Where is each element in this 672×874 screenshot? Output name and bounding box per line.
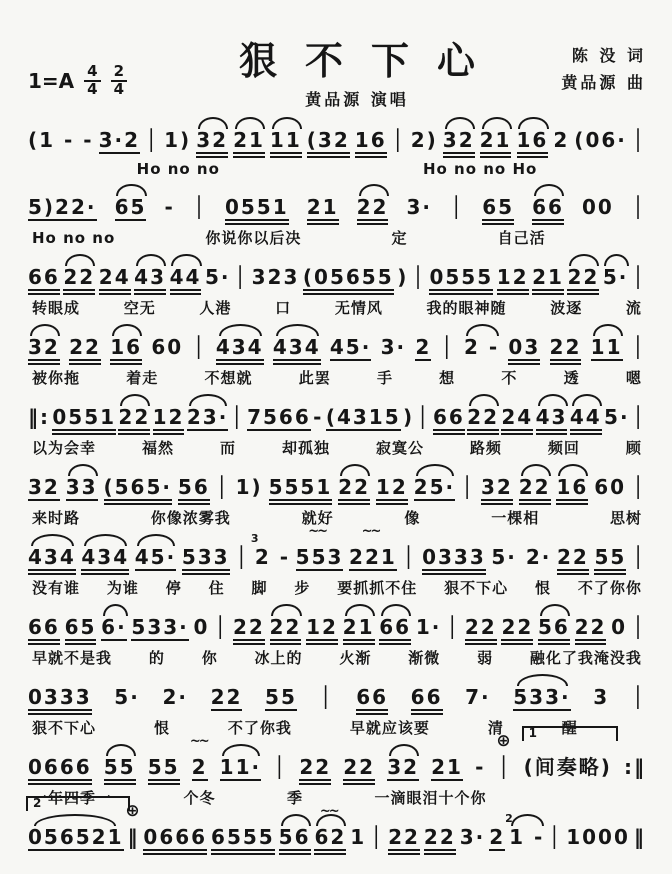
note-group: 22 <box>575 616 607 645</box>
lyric-word: 个冬 <box>183 789 216 807</box>
note-group: 0 <box>611 615 628 639</box>
lyric-word: 冰上的 <box>254 649 303 667</box>
note-group: 22 <box>467 406 499 435</box>
note-group: 16 <box>556 476 588 505</box>
note-group: 533· <box>131 615 189 639</box>
barline: ⊕ ‖ <box>127 826 139 849</box>
note-group: 12 <box>376 476 408 505</box>
lyric-word: 转眼成 <box>32 299 81 317</box>
note-group: 21 <box>233 129 265 158</box>
note-group: 45· <box>329 335 372 359</box>
note-group: 5· <box>114 685 140 709</box>
meter-2-denominator: 4 <box>113 79 125 98</box>
note-group: 434 <box>81 546 129 575</box>
barline: │ <box>370 825 385 849</box>
note-group: 3· <box>459 825 486 849</box>
title-block <box>198 30 516 110</box>
key-text: 1=A <box>28 68 75 93</box>
barline: │ <box>440 335 455 359</box>
lyric-word: 住 <box>208 579 225 597</box>
note-group: - <box>475 755 486 779</box>
note-group: 16 <box>355 129 387 158</box>
note-group: 056521 2 <box>28 826 124 851</box>
key-signature <box>28 64 198 98</box>
note-group: 5· <box>604 405 630 429</box>
grace-note: 3 <box>250 532 261 545</box>
lyric-word: 不了你你 <box>577 579 642 597</box>
lyric-word: 流 <box>625 299 642 317</box>
lyric-word: 早就不是我 <box>32 649 113 667</box>
notation-line <box>28 321 646 365</box>
lyric-word: 无情风 <box>334 299 383 317</box>
note-group: 1) <box>164 128 192 152</box>
barline: │ <box>631 335 646 359</box>
barline: │ <box>234 265 249 289</box>
lyric-word: 你说你以后决 <box>205 229 302 247</box>
meter-1-denominator: 4 <box>87 79 98 98</box>
note-group: 66 <box>411 686 443 715</box>
note-group: 434 <box>273 336 321 365</box>
note-group: 43 <box>536 406 568 435</box>
note-group: 22 <box>550 336 582 365</box>
note-group: 22 <box>357 196 389 225</box>
lyric-word: 思树 <box>609 509 642 527</box>
lyrics-line <box>28 367 646 388</box>
lyric-word: 而 <box>219 439 236 457</box>
note-group: 22 <box>519 476 551 505</box>
lyric-word: 被你拖 <box>32 369 81 387</box>
barline: ⊕ │ <box>497 756 511 779</box>
note-group: 24 <box>99 266 131 295</box>
note-group: 221 ~~ <box>349 546 397 571</box>
note-group: 65 <box>482 196 514 225</box>
lyric-word: 频回 <box>547 439 580 457</box>
note-group: 12 <box>306 616 338 645</box>
lyric-word <box>636 160 642 178</box>
note-group: 44 <box>170 266 202 295</box>
note-group: 66 <box>433 406 465 435</box>
notation-line <box>28 811 646 855</box>
note-group: 33 <box>65 475 98 499</box>
note-group: (1 - - <box>28 128 94 152</box>
note-group: 2 ~~ <box>192 756 208 781</box>
lyric-word: 脚 <box>251 579 268 597</box>
barline: │ <box>235 545 250 569</box>
music-system <box>28 181 646 248</box>
note-group: 0666 <box>28 756 92 785</box>
note-group: 22 <box>233 616 265 645</box>
note-group: 03 <box>508 336 540 365</box>
lyric-word: 路频 <box>469 439 502 457</box>
note-group: 1 - 2 <box>505 812 545 849</box>
lyric-word: Ho no no <box>32 229 116 247</box>
note-group: 3·2 <box>98 128 141 152</box>
note-group: 2· <box>162 685 188 709</box>
note-group: 32 <box>28 475 60 499</box>
lyric-word: 一年四季一 <box>32 789 113 807</box>
note-group: 2 <box>415 335 432 359</box>
lyric-word: 火渐 <box>339 649 372 667</box>
barline: │ <box>631 545 646 569</box>
lyric-word: 空无 <box>123 299 156 317</box>
note-group: 22 <box>69 336 101 365</box>
lyric-word: 没有谁 <box>32 579 81 597</box>
barline: │ <box>215 475 230 499</box>
lyric-word: 手 <box>376 369 393 387</box>
note-group: 56 <box>279 826 311 855</box>
note-group: 32 <box>443 129 475 158</box>
note-group: (32 <box>307 129 350 158</box>
note-group: 24 <box>501 406 533 435</box>
lyrics-line <box>28 577 646 598</box>
lyric-word: 你 <box>201 649 218 667</box>
credits <box>516 42 646 96</box>
note-group: 22 <box>557 546 589 575</box>
notation-line <box>28 531 646 575</box>
note-group: 66 <box>28 266 60 295</box>
notation-line <box>28 741 646 785</box>
lyric-word: 自己活 <box>497 229 546 247</box>
note-group: 0 <box>193 615 210 639</box>
note-group: 3· <box>380 335 407 359</box>
note-group: 22 <box>424 826 456 855</box>
note-group: 65 <box>65 616 97 645</box>
note-group: - <box>313 405 324 429</box>
note-group: 32 <box>481 476 513 505</box>
lyrics-line <box>28 297 646 318</box>
note-group: 6555 <box>211 826 275 855</box>
note-group: 56 <box>538 616 570 645</box>
lyric-word: 弱 <box>477 649 494 667</box>
lyric-word: 狠不下心 <box>444 579 509 597</box>
lyrics-line <box>28 437 646 458</box>
barline: │ <box>416 405 431 429</box>
note-group: 25· <box>413 475 456 499</box>
note-group: 7· <box>465 685 491 709</box>
barline: │ <box>631 405 646 429</box>
time-signature-2 <box>111 64 127 98</box>
barline: │ <box>230 405 245 429</box>
note-group: 55 <box>594 546 626 575</box>
barline: │ <box>631 265 646 289</box>
lyric-word: 为谁 <box>106 579 139 597</box>
performer-credit: 黄品源 演唱 <box>305 90 409 109</box>
lyrics-line <box>28 227 646 248</box>
lyric-word: 季 <box>287 789 304 807</box>
barline: ‖: <box>28 405 50 429</box>
header <box>28 30 646 110</box>
note-group: 2 <box>489 825 506 849</box>
note-group: 0333 <box>422 546 486 575</box>
lyric-word: 此罢 <box>298 369 331 387</box>
note-group: 56 <box>178 476 210 505</box>
notation-line <box>28 251 646 295</box>
barline: │ <box>319 685 334 709</box>
lyric-word: 不了你我 <box>227 719 292 737</box>
note-group: 5551 <box>269 476 333 505</box>
note-group: 45· <box>134 545 177 569</box>
lyric-word: 要抓抓不住 <box>337 579 418 597</box>
music-system <box>28 391 646 458</box>
music-system <box>28 114 646 178</box>
lyric-word: 却孤独 <box>281 439 330 457</box>
lyric-word: 寂寞公 <box>375 439 424 457</box>
note-group: 434 <box>28 546 76 575</box>
note-group: (06· <box>574 128 627 152</box>
barline: :‖ <box>624 755 646 779</box>
note-group: 12 <box>497 266 529 295</box>
barline: │ <box>391 128 406 152</box>
barline: │ <box>402 545 417 569</box>
note-group: 12 <box>153 406 185 435</box>
note-group: 32 <box>387 755 420 779</box>
lyricist-credit: 陈 没 词 <box>571 46 646 65</box>
note-group: 62 ~~ <box>314 826 346 855</box>
note-group: 1· <box>415 615 442 639</box>
note-group: 11 <box>270 129 302 158</box>
lyric-word: 清 <box>487 719 504 737</box>
lyric-word: 定 <box>391 229 408 247</box>
note-group: 55 <box>148 756 180 785</box>
grace-note: 2 <box>505 812 515 825</box>
note-group: 2 - <box>463 335 500 359</box>
barline: │ <box>411 265 426 289</box>
note-group: 16 <box>517 129 549 158</box>
note-group: 16 <box>110 336 142 365</box>
note-group: 434 <box>216 336 264 365</box>
note-group: 55 <box>265 685 297 709</box>
note-group: 22 <box>299 756 331 785</box>
barline: │ <box>145 128 160 152</box>
note-group: 11· <box>219 755 262 779</box>
note-group: 21 <box>307 196 339 225</box>
note-group: 22 <box>388 826 420 855</box>
note-group: 11 <box>590 335 623 359</box>
lyric-word: 停 <box>165 579 182 597</box>
note-group: 3· <box>406 195 433 219</box>
lyric-word: 像 <box>404 509 421 527</box>
note-group: 21 <box>480 129 512 158</box>
note-group: (4315 <box>325 405 401 429</box>
barline: │ <box>548 825 563 849</box>
music-system <box>28 461 646 528</box>
note-group: (间奏略) 1 <box>524 756 612 779</box>
note-group: 44 <box>570 406 602 435</box>
note-group: 7566 <box>247 405 311 429</box>
note-group: 22 <box>118 406 150 435</box>
meter-1-numerator: 4 <box>84 64 100 82</box>
lyric-word: 不 <box>501 369 518 387</box>
note-group: 66 <box>28 616 60 645</box>
note-group: (565· <box>104 476 173 505</box>
note-group: 533 <box>182 546 230 575</box>
lyric-word: 以为会幸 <box>32 439 97 457</box>
meter-2-numerator: 2 <box>111 64 127 82</box>
note-group: 1) <box>235 475 263 499</box>
note-group: 21 <box>343 616 375 645</box>
lyrics-line <box>28 160 646 178</box>
lyric-word: 想 <box>439 369 456 387</box>
lyric-word: 不想就 <box>204 369 253 387</box>
barline: │ <box>214 615 229 639</box>
lyric-word <box>318 160 324 178</box>
lyric-word: 恨 <box>153 719 170 737</box>
note-group: 5· <box>204 265 231 289</box>
lyric-word: 醒 <box>561 719 578 737</box>
lyric-word: 步 <box>294 579 311 597</box>
note-group: 0666 <box>143 826 207 855</box>
lyric-word: 着走 <box>126 369 159 387</box>
barline: │ <box>631 475 646 499</box>
note-group: 5)22· <box>28 195 97 219</box>
note-group: 22 <box>501 616 533 645</box>
note-group: 553 ~~ <box>296 546 344 571</box>
lyric-word: 狠不下心 <box>32 719 97 737</box>
note-group: 22 <box>567 266 599 295</box>
music-system <box>28 601 646 668</box>
note-group: ) <box>403 405 415 429</box>
composer-credit: 黄品源 曲 <box>561 73 646 93</box>
notation-line <box>28 114 646 158</box>
note-group: 43 <box>134 266 166 295</box>
music-system <box>28 321 646 388</box>
note-group: 2 - 3 <box>250 532 291 569</box>
notation-line <box>28 181 646 225</box>
note-group: 5· 2· <box>491 545 552 569</box>
notation-line <box>28 671 646 715</box>
note-group: 6· <box>101 615 127 639</box>
lyric-word: 就好 <box>301 509 334 527</box>
lyric-word: 顾 <box>625 439 642 457</box>
lyric-word <box>558 789 564 807</box>
lyric-word: 我的眼神随 <box>426 299 507 317</box>
barline: │ <box>192 335 207 359</box>
note-group: - <box>164 195 175 219</box>
note-group: 2 <box>553 128 570 152</box>
barline: │ <box>192 195 207 219</box>
lyric-word: 的 <box>148 649 165 667</box>
lyric-word: 融化了我淹没我 <box>529 649 642 667</box>
note-group: 66 <box>532 196 564 225</box>
note-group: 60 <box>151 335 184 359</box>
note-group: 55 <box>104 756 136 785</box>
music-system <box>28 811 646 855</box>
song-title: 狠不下心 <box>238 39 503 83</box>
note-group: 66 <box>356 686 388 715</box>
barline: │ <box>631 128 646 152</box>
lyric-word: 渐微 <box>408 649 441 667</box>
note-group: 3 <box>593 685 610 709</box>
note-group: 22 <box>338 476 370 505</box>
barline: ‖ <box>633 825 646 849</box>
barline: │ <box>631 195 646 219</box>
note-group: 0551 <box>225 196 289 225</box>
lyric-word: 口 <box>275 299 292 317</box>
lyric-word: Ho no no <box>136 160 220 178</box>
note-group: 21 <box>532 266 564 295</box>
note-group: 1000 <box>566 825 630 849</box>
lyric-word: 来时路 <box>32 509 81 527</box>
note-group: 32 <box>28 336 60 365</box>
note-group: 22 <box>63 266 95 295</box>
note-group: (05655 <box>303 266 394 295</box>
note-group: 0555 <box>429 266 493 295</box>
note-group: 2) <box>410 128 438 152</box>
lyric-word: 波逐 <box>550 299 583 317</box>
time-signature-1 <box>84 64 100 98</box>
note-group: 533· <box>513 685 571 709</box>
note-group: 323 <box>251 265 300 289</box>
note-group: 0551 <box>52 406 116 435</box>
lyric-word: Ho no no Ho <box>422 160 538 178</box>
lyric-word <box>32 160 38 178</box>
lyric-word: 一滴眼泪十个你 <box>374 789 487 807</box>
note-group: 66 <box>379 616 411 645</box>
lyric-word: 嗯 <box>625 369 642 387</box>
note-group: 1 <box>350 825 367 849</box>
note-group: 5· <box>602 265 629 289</box>
note-group: 22 <box>343 756 375 785</box>
notation-line <box>28 391 646 435</box>
note-group: 00 <box>582 195 614 219</box>
note-group: 21 <box>431 755 463 779</box>
barline: │ <box>631 685 646 709</box>
lyrics-line <box>28 647 646 668</box>
barline: │ <box>273 755 288 779</box>
note-group: 22 <box>465 616 497 645</box>
lyric-word: 恨 <box>535 579 552 597</box>
note-group: 22 <box>270 616 302 645</box>
note-group: 60 <box>594 475 627 499</box>
note-group: 65 <box>114 195 147 219</box>
notation-line <box>28 461 646 505</box>
note-group: 0333 <box>28 686 92 715</box>
barline: │ <box>450 195 465 219</box>
lyric-word: 人港 <box>199 299 232 317</box>
note-group: 32 <box>196 129 228 158</box>
music-system <box>28 531 646 598</box>
lyric-word: 福然 <box>141 439 174 457</box>
lyric-word: 一棵相 <box>491 509 540 527</box>
notation-area <box>28 114 646 855</box>
lyric-word: 透 <box>563 369 580 387</box>
lyric-word: 你像浓雾我 <box>150 509 231 527</box>
note-group: 23· <box>186 405 229 429</box>
lyric-word <box>636 789 642 807</box>
lyrics-line <box>28 507 646 528</box>
lyric-word <box>636 719 642 737</box>
note-group: ) <box>397 265 409 289</box>
music-system <box>28 251 646 318</box>
lyric-word <box>636 229 642 247</box>
lyric-word: 早就应该要 <box>349 719 430 737</box>
note-group: 22 <box>210 685 243 709</box>
barline: │ <box>461 475 476 499</box>
barline: │ <box>631 615 646 639</box>
notation-line <box>28 601 646 645</box>
barline: │ <box>446 615 461 639</box>
